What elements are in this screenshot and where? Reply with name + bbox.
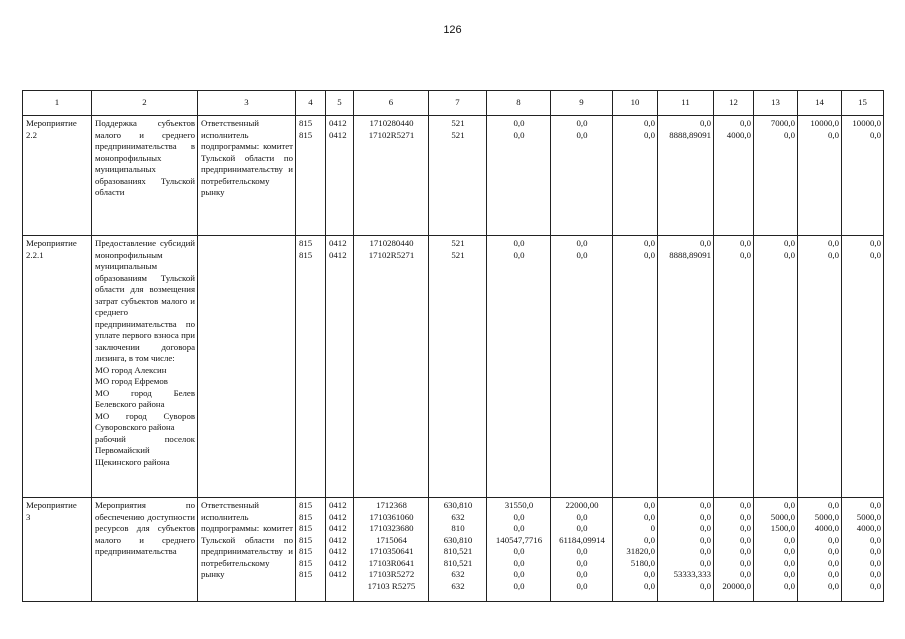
header-row	[23, 91, 884, 116]
executor-cell: Ответственный исполнитель подпрограммы: комитет Тульской области по предпринимательству и потребительскому рынку	[198, 116, 296, 236]
table-row	[23, 498, 884, 602]
column-header: 9	[551, 91, 613, 116]
value-cell: 22000,00 0,0 0,0 61184,09914 0,0 0,0 0,0 0,0	[551, 498, 613, 602]
code-cell: 0412 0412	[326, 236, 354, 498]
value-cell: 0,0 8888,89091	[658, 116, 714, 236]
value-cell: 0,0 5000,0 4000,0 0,0 0,0 0,0 0,0 0,0	[842, 498, 884, 602]
code-cell: 0412 0412	[326, 116, 354, 236]
value-cell: 0,0 0,0	[487, 116, 551, 236]
column-header: 7	[429, 91, 487, 116]
code-cell: 1710280440 17102R5271	[354, 116, 429, 236]
event-number-cell: Мероприятие 2.2	[23, 116, 92, 236]
event-name-cell: Предоставление субсидий монопрофильным муниципальным образованиям Тульской области для возмещения затрат субъектов малого и среднего предпринимательства по уплате первого взноса при заключении договора лизинга, в том числе: МО город Алексин МО город Ефремов МО город Белев Белевского района МО город Суворов Суворовского района рабочий поселок Первомайский Щекинского района	[92, 236, 198, 498]
column-header: 3	[198, 91, 296, 116]
value-cell: 0,0 0,0 0,0 0,0 0,0 0,0 0,0 20000,0	[714, 498, 754, 602]
code-cell: 521 521	[429, 236, 487, 498]
table-row	[23, 116, 884, 236]
column-header: 12	[714, 91, 754, 116]
value-cell: 0,0 0,0	[551, 116, 613, 236]
column-header: 11	[658, 91, 714, 116]
code-cell: 815 815	[296, 116, 326, 236]
value-cell: 0,0 0,0	[714, 236, 754, 498]
code-cell: 1710280440 17102R5271	[354, 236, 429, 498]
value-cell: 0,0 0,0	[842, 236, 884, 498]
page-number: 126	[443, 24, 462, 36]
value-cell: 0,0 4000,0	[714, 116, 754, 236]
code-cell: 815 815	[296, 236, 326, 498]
column-header: 5	[326, 91, 354, 116]
executor-cell	[198, 236, 296, 498]
event-name-cell: Мероприятия по обеспечению доступности ресурсов для субъектов малого и среднего предпринимательства	[92, 498, 198, 602]
value-cell: 0,0 0,0	[613, 236, 658, 498]
code-cell: 521 521	[429, 116, 487, 236]
column-header: 10	[613, 91, 658, 116]
value-cell: 0,0 5000,0 1500,0 0,0 0,0 0,0 0,0 0,0	[754, 498, 798, 602]
value-cell: 0,0 0,0 0 0,0 31820,0 5180,0 0,0 0,0	[613, 498, 658, 602]
column-header: 13	[754, 91, 798, 116]
column-header: 15	[842, 91, 884, 116]
value-cell: 0,0 0,0	[551, 236, 613, 498]
table-row	[23, 236, 884, 498]
value-cell: 0,0 5000,0 4000,0 0,0 0,0 0,0 0,0 0,0	[798, 498, 842, 602]
value-cell: 0,0 8888,89091	[658, 236, 714, 498]
executor-cell: Ответственный исполнитель подпрограммы: комитет Тульской области по предпринимательству и потребительскому рынку	[198, 498, 296, 602]
value-cell: 0,0 0,0	[798, 236, 842, 498]
value-cell: 10000,0 0,0	[798, 116, 842, 236]
value-cell: 0,0 0,0	[487, 236, 551, 498]
budget-table	[22, 90, 884, 602]
value-cell: 0,0 0,0	[754, 236, 798, 498]
value-cell: 10000,0 0,0	[842, 116, 884, 236]
column-header: 1	[23, 91, 92, 116]
column-header: 4	[296, 91, 326, 116]
code-cell: 630,810 632 810 630,810 810,521 810,521 632 632	[429, 498, 487, 602]
value-cell: 31550,0 0,0 0,0 140547,7716 0,0 0,0 0,0 0,0	[487, 498, 551, 602]
value-cell: 0,0 0,0 0,0 0,0 0,0 0,0 53333,333 0,0	[658, 498, 714, 602]
column-header: 14	[798, 91, 842, 116]
value-cell: 0,0 0,0	[613, 116, 658, 236]
column-header: 6	[354, 91, 429, 116]
event-number-cell: Мероприятие 2.2.1	[23, 236, 92, 498]
column-header: 2	[92, 91, 198, 116]
value-cell: 7000,0 0,0	[754, 116, 798, 236]
code-cell: 0412 0412 0412 0412 0412 0412 0412	[326, 498, 354, 602]
event-name-cell: Поддержка субъектов малого и среднего предпринимательства в монопрофильных муниципальных образованиях Тульской области	[92, 116, 198, 236]
event-number-cell: Мероприятие 3	[23, 498, 92, 602]
code-cell: 1712368 1710361060 1710323680 1715064 1710350641 17103R0641 17103R5272 17103 R5275	[354, 498, 429, 602]
code-cell: 815 815 815 815 815 815 815	[296, 498, 326, 602]
column-header: 8	[487, 91, 551, 116]
